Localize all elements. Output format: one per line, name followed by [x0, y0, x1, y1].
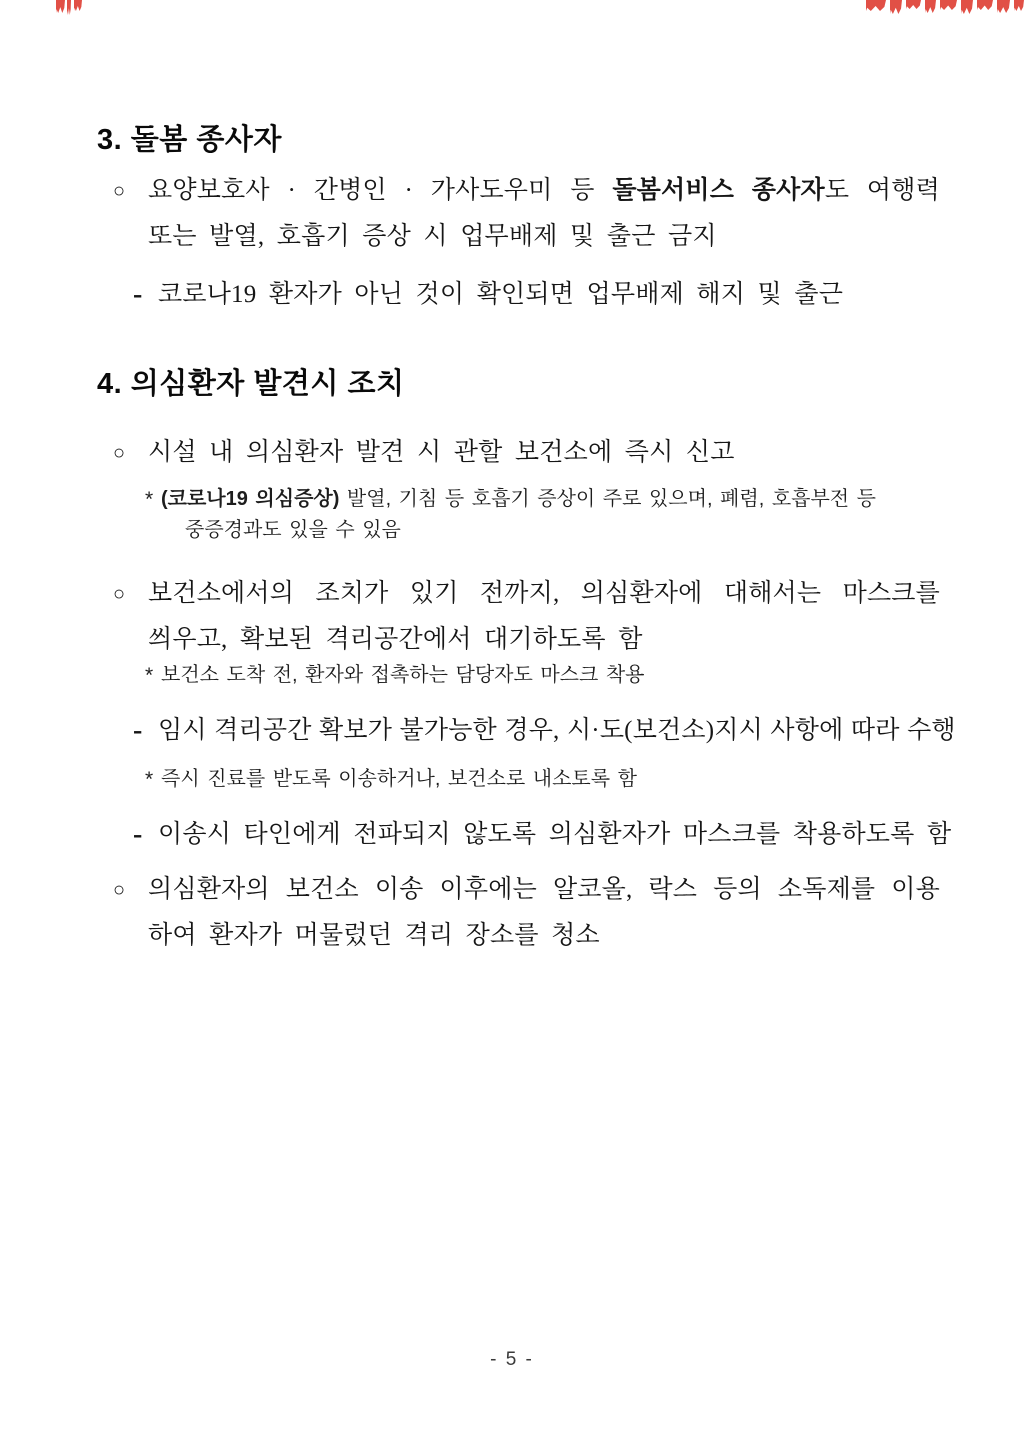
note-transfer-treatment: [161, 764, 951, 795]
asterisk-note-marker: *: [145, 768, 154, 791]
red-scan-artifact-fragment: [925, 0, 936, 13]
circle-bullet-marker: ○: [113, 442, 126, 464]
bold-text-run: 돌봄서비스 종사자: [612, 177, 825, 204]
section-4-heading: 4. 의심환자 발견시 조치: [97, 368, 405, 400]
dash-item-mask-during-transfer: [158, 812, 951, 858]
note-suspect-symptoms: [161, 484, 951, 546]
dash-line: 이송시 타인에게 전파되지 않도록 의심환자가 마스크를 착용하도록 함: [158, 821, 952, 848]
circle-bullet-marker: ○: [113, 180, 126, 202]
red-scan-artifact-fragment: [67, 0, 71, 15]
asterisk-note-marker: *: [145, 664, 154, 687]
section-3-heading: 3. 돌봄 종사자: [97, 124, 282, 156]
red-scan-artifact-fragment: [890, 0, 902, 14]
note-staff-mask: [161, 660, 951, 691]
dash-item-covid-cleared: [158, 272, 843, 318]
red-scan-artifact-fragment: [977, 0, 993, 10]
bullet-line: [148, 168, 940, 214]
red-scan-artifact-fragment: [1014, 0, 1024, 11]
text-run: 도 여행력: [824, 177, 940, 204]
note-line: 즉시 진료를 받도록 이송하거나, 보건소로 내소토록 함: [161, 768, 637, 790]
bullet-line: 또는 발열, 호흡기 증상 시 업무배제 및 출근 금지: [148, 223, 717, 250]
bullet-line: 의심환자의 보건소 이송 이후에는 알코올, 락스 등의 소독제를 이용: [148, 876, 940, 903]
red-scan-artifacts: [0, 0, 1024, 20]
bullet-care-workers: [148, 168, 940, 260]
dash-line: 코로나19 환자가 아닌 것이 확인되면 업무배제 해지 및 출근: [158, 281, 844, 308]
text-run: 발열, 기침 등 호흡기 증상이 주로 있으며, 폐렴, 호흡부전 등: [339, 488, 876, 510]
bullet-line: 보건소에서의 조치가 있기 전까지, 의심환자에 대해서는 마스크를: [148, 580, 940, 607]
circle-bullet-marker: ○: [113, 879, 126, 901]
note-line: [161, 484, 951, 515]
red-scan-artifact-fragment: [906, 0, 921, 9]
red-scan-artifact-fragment: [997, 0, 1010, 13]
dash-bullet-marker: -: [133, 715, 143, 746]
red-scan-artifact-fragment: [940, 0, 957, 10]
dash-line: 임시 격리공간 확보가 불가능한 경우, 시·도(보건소)지시 사항에 따라 수행: [158, 717, 956, 744]
bullet-report-health-center: [148, 430, 735, 476]
note-line: 보건소 도착 전, 환자와 접촉하는 담당자도 마스크 착용: [161, 664, 645, 686]
red-scan-artifact-fragment: [56, 0, 65, 13]
red-scan-artifact-fragment: [74, 0, 82, 11]
bullet-disinfect-after-transfer: [148, 867, 940, 959]
bullet-line: 시설 내 의심환자 발견 시 관할 보건소에 즉시 신고: [148, 439, 735, 466]
dash-item-temporary-isolation: [158, 708, 956, 754]
red-scan-artifact-fragment: [866, 0, 886, 11]
circle-bullet-marker: ○: [113, 583, 126, 605]
dash-bullet-marker: -: [133, 279, 143, 310]
page-number: - 5 -: [490, 1349, 534, 1370]
bullet-mask-and-isolation: [148, 571, 940, 663]
dash-bullet-marker: -: [133, 819, 143, 850]
note-line: 중증경과도 있을 수 있음: [185, 519, 401, 541]
bullet-line: 하여 환자가 머물렀던 격리 장소를 청소: [148, 922, 600, 949]
asterisk-note-marker: *: [145, 488, 154, 511]
bullet-line: 씌우고, 확보된 격리공간에서 대기하도록 함: [148, 626, 643, 653]
bold-text-run: (코로나19 의심증상): [161, 488, 340, 510]
red-scan-artifact-fragment: [961, 0, 973, 14]
text-run: 요양보호사 · 간병인 · 가사도우미 등: [148, 177, 613, 204]
